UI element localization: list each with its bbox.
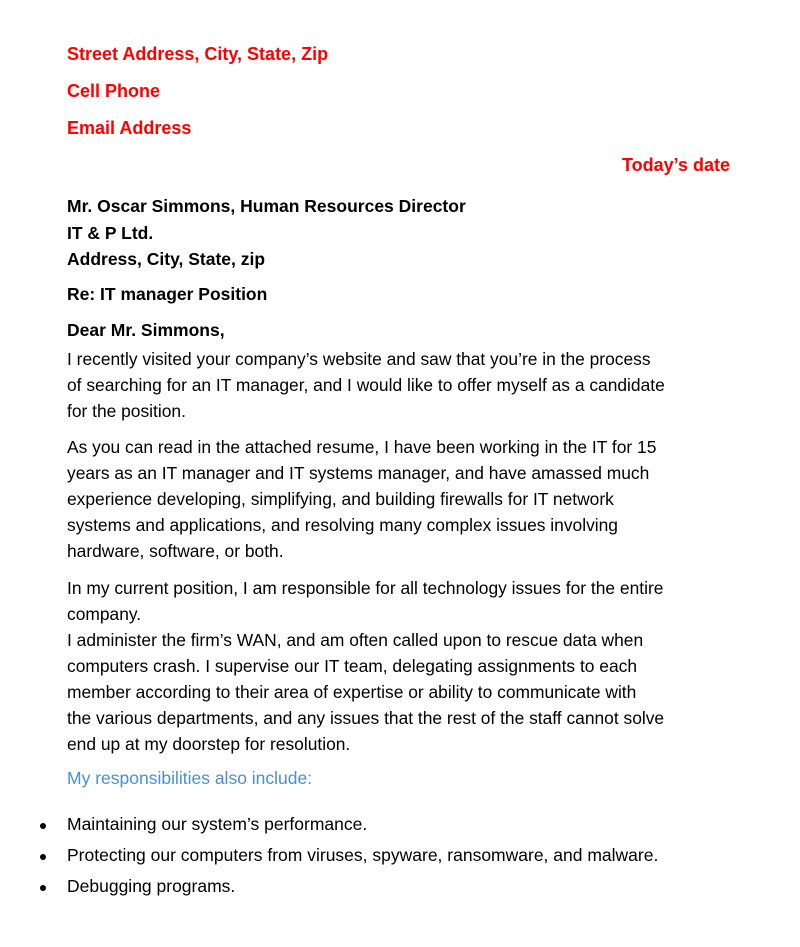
paragraph-line: I recently visited your company’s website and saw that you’re in the process [67, 349, 651, 369]
list-item-text: Debugging programs. [67, 876, 236, 896]
salutation: Dear Mr. Simmons, [67, 320, 225, 340]
paragraph-line: member according to their area of expertise or ability to communicate with [67, 682, 637, 702]
bullet-icon [40, 885, 46, 891]
list-item [0, 843, 800, 874]
list-item-text: Protecting our computers from viruses, spyware, ransomware, and malware. [67, 845, 659, 865]
sender-cell-phone: Cell Phone [67, 81, 161, 101]
list-item [0, 812, 800, 843]
body-paragraph-1 [67, 346, 739, 424]
responsibilities-heading: My responsibilities also include: [67, 768, 313, 788]
paragraph-line: I administer the firm’s WAN, and am often called upon to rescue data when [67, 630, 644, 650]
paragraph-line: years as an IT manager and IT systems manager, and have amassed much [67, 463, 650, 483]
paragraph-line: hardware, software, or both. [67, 541, 284, 561]
responsibilities-list [0, 812, 800, 905]
list-item [0, 874, 800, 905]
paragraph-line: In my current position, I am responsible for all technology issues for the entire [67, 578, 664, 598]
paragraph-line: company. [67, 604, 142, 624]
paragraph-line: the various departments, and any issues that the rest of the staff cannot solve [67, 708, 665, 728]
paragraph-line: experience developing, simplifying, and building firewalls for IT network [67, 489, 614, 509]
recipient-company: IT & P Ltd. [67, 222, 154, 243]
recipient-address: Address, City, State, zip [67, 249, 266, 269]
body-paragraph-2 [67, 434, 739, 564]
paragraph-line: of searching for an IT manager, and I would like to offer myself as a candidate [67, 375, 665, 395]
list-item-text: Maintaining our system’s performance. [67, 814, 368, 834]
bullet-icon [40, 823, 46, 829]
bullet-icon [40, 854, 46, 860]
body-paragraph-3 [67, 575, 739, 757]
paragraph-line: systems and applications, and resolving many complex issues involving [67, 515, 618, 535]
recipient-name-title: Mr. Oscar Simmons, Human Resources Director [67, 196, 466, 216]
paragraph-line: As you can read in the attached resume, I have been working in the IT for 15 [67, 437, 657, 457]
recipient-block [67, 193, 466, 273]
paragraph-line: end up at my doorstep for resolution. [67, 734, 351, 754]
sender-street-address: Street Address, City, State, Zip [67, 44, 329, 64]
paragraph-line: for the position. [67, 401, 186, 421]
paragraph-line: computers crash. I supervise our IT team, delegating assignments to each [67, 656, 637, 676]
letter-date: Today’s date [621, 155, 730, 175]
subject-line: Re: IT manager Position [67, 284, 268, 304]
sender-email-address: Email Address [67, 118, 192, 138]
